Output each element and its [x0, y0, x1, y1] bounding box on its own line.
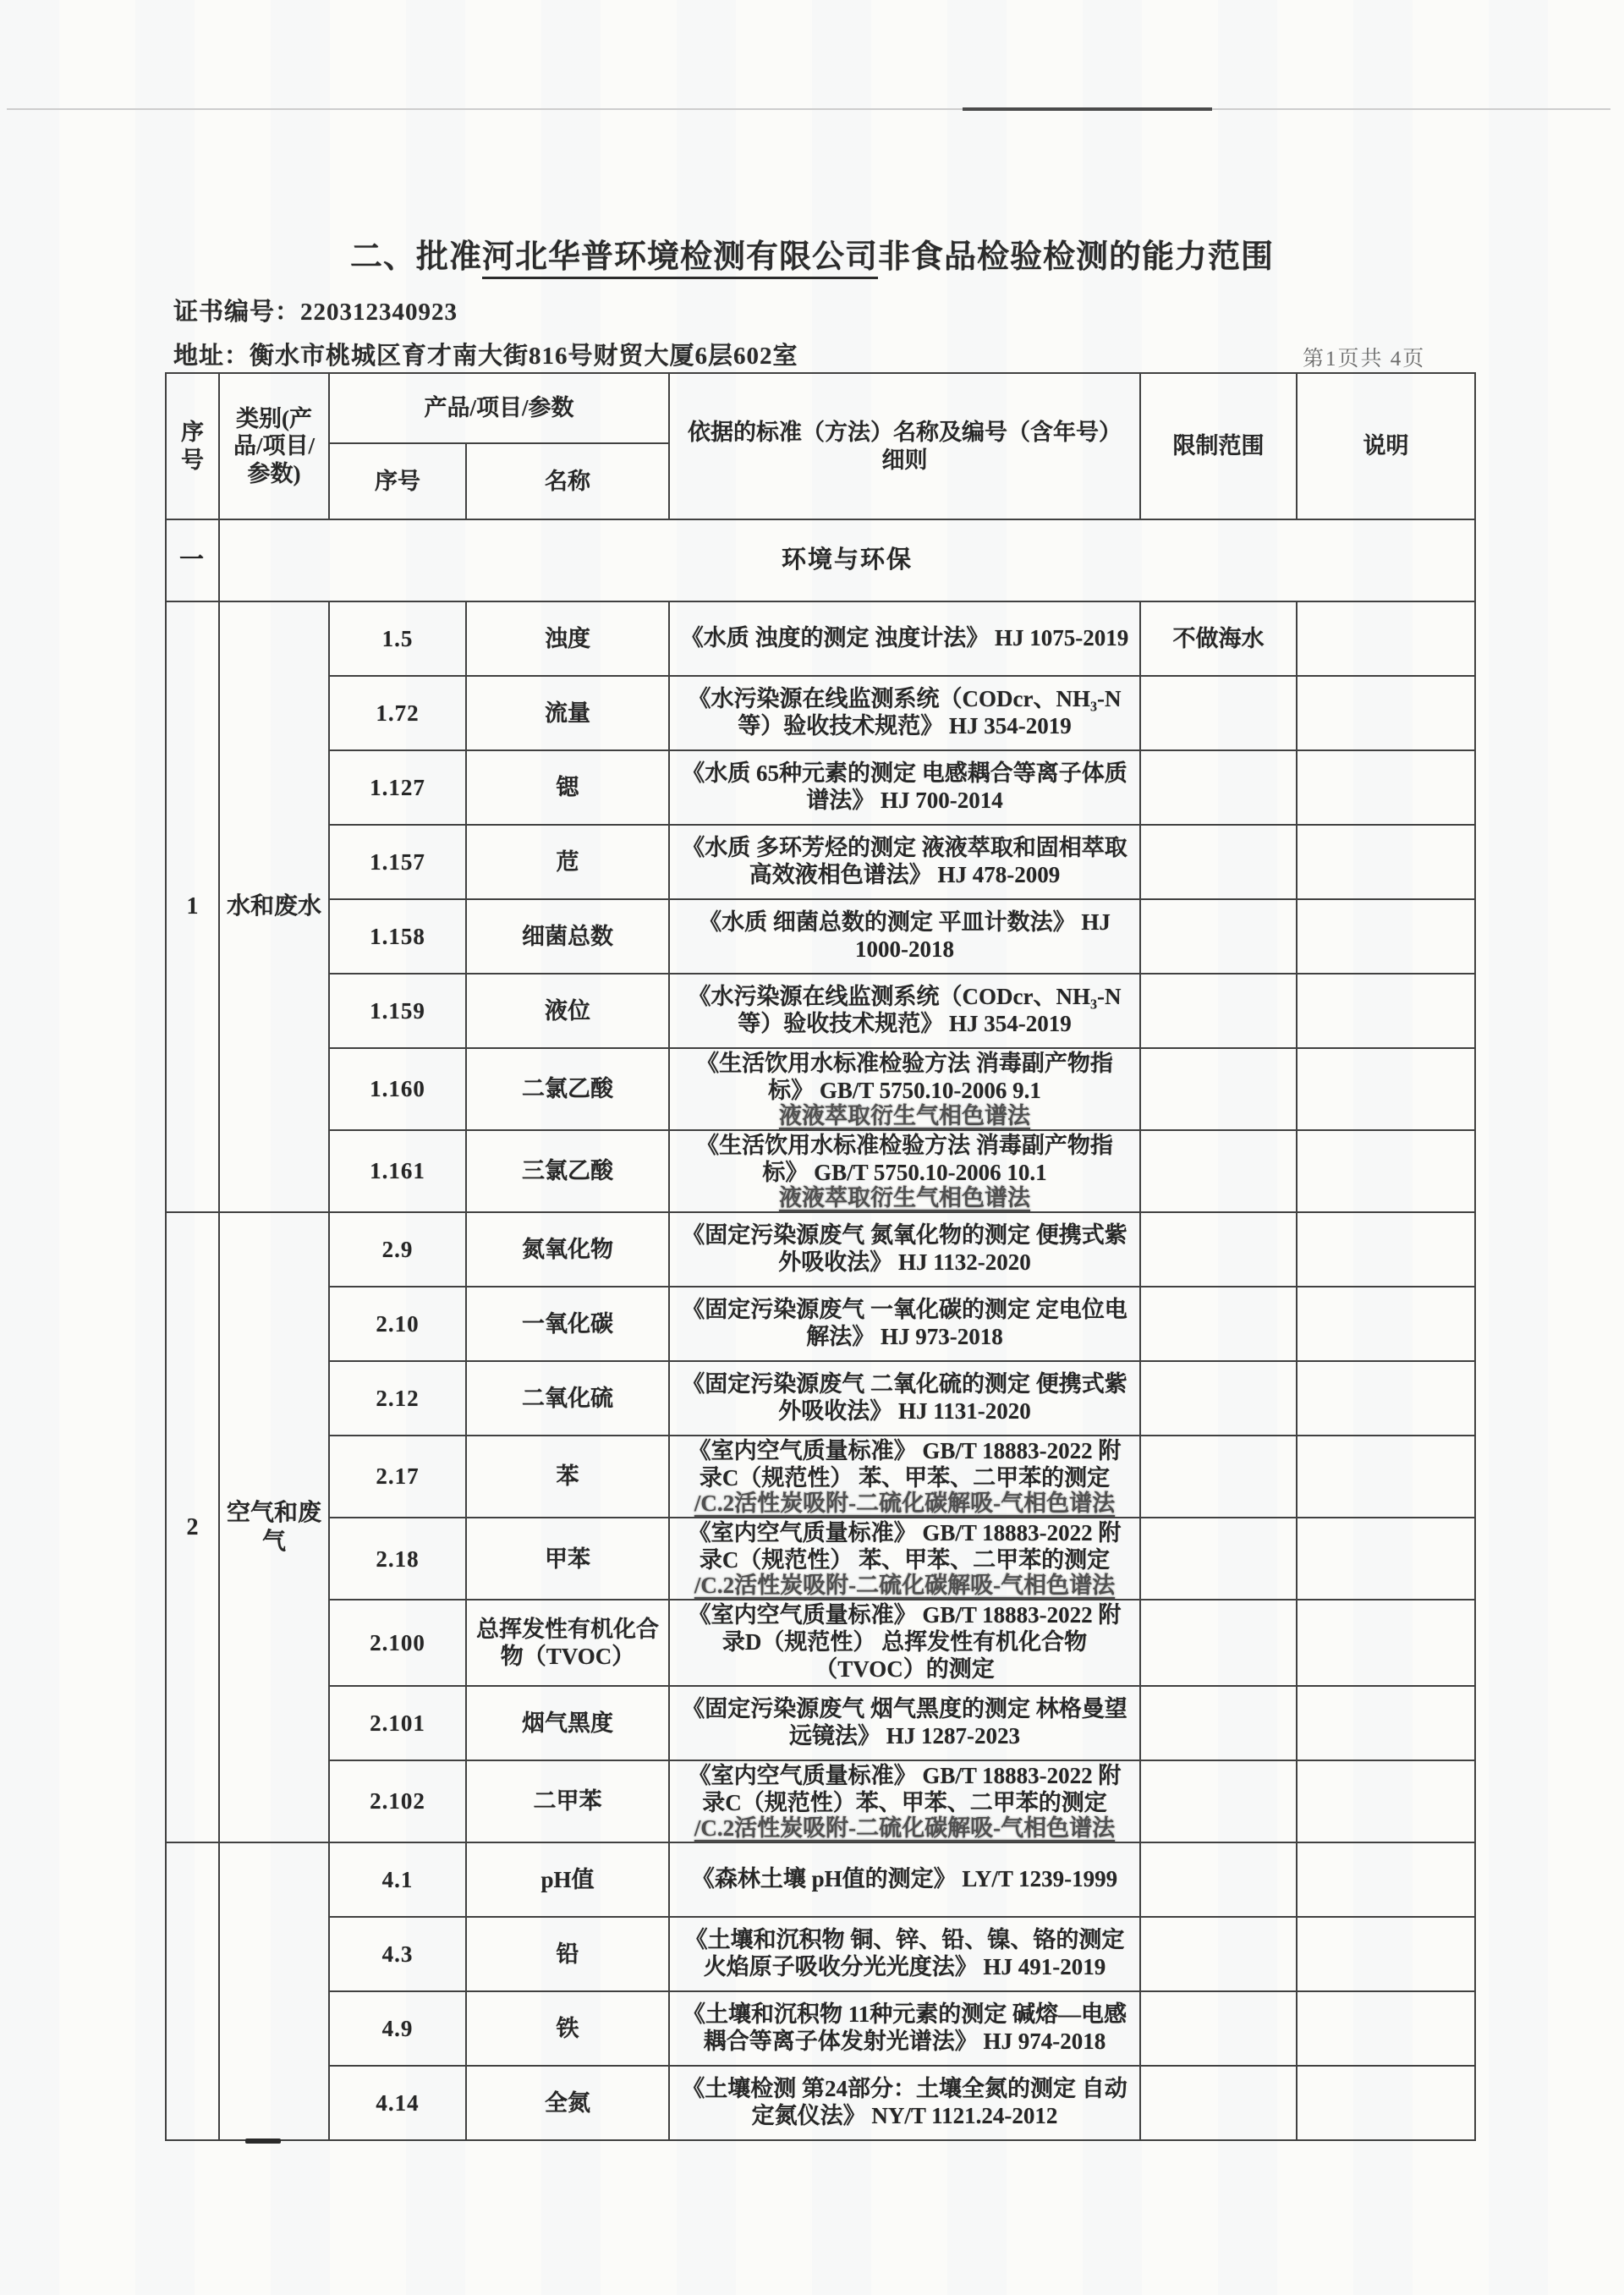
row-limit-cell	[1140, 676, 1297, 750]
title-prefix: 二、批准	[349, 239, 482, 275]
title-suffix: 非食品检验检测的能力范围	[878, 239, 1275, 275]
row-no-cell: 2.12	[329, 1361, 466, 1436]
row-limit-cell	[1140, 1917, 1297, 1991]
table-row	[166, 1518, 1475, 1600]
row-standard-cell	[669, 1600, 1140, 1686]
header-note: 说明	[1297, 373, 1475, 519]
scan-smudge	[245, 2139, 281, 2144]
certificate-number-value: 220312340923	[300, 299, 458, 326]
row-name-cell: 液位	[466, 974, 669, 1048]
group-seq-cell	[166, 1842, 219, 2140]
standard-text: 《生活饮用水标准检验方法 消毒副产物指标》 GB/T 5750.10-2006 9.1	[696, 1051, 1113, 1103]
header-standard: 依据的标准（方法）名称及编号（含年号）细则	[669, 373, 1140, 519]
table-row	[166, 1361, 1475, 1436]
header-seq: 序号	[166, 373, 219, 519]
table-row	[166, 1600, 1475, 1686]
header-product-name: 名称	[466, 443, 669, 519]
row-standard-cell	[669, 1361, 1140, 1436]
row-no-cell: 1.72	[329, 676, 466, 750]
row-no-cell: 1.158	[329, 899, 466, 974]
row-note-cell	[1297, 1600, 1475, 1686]
group-category-cell: 空气和废气	[219, 1212, 329, 1842]
certificate-number-line	[173, 293, 458, 327]
row-name-cell: 烟气黑度	[466, 1686, 669, 1760]
row-name-cell: 二氯乙酸	[466, 1048, 669, 1130]
row-name-cell: 三氯乙酸	[466, 1130, 669, 1212]
standard-text: 《水质 多环芳烃的测定 液液萃取和固相萃取高效液相色谱法》 HJ 478-2009	[682, 835, 1127, 887]
row-name-cell: 流量	[466, 676, 669, 750]
row-note-cell	[1297, 676, 1475, 750]
row-limit-cell	[1140, 1600, 1297, 1686]
row-limit-cell	[1140, 1287, 1297, 1361]
table-row	[166, 899, 1475, 974]
row-limit-cell	[1140, 1518, 1297, 1600]
row-note-cell	[1297, 1361, 1475, 1436]
row-name-cell: 苊	[466, 825, 669, 899]
row-note-cell	[1297, 825, 1475, 899]
row-standard-cell	[669, 1287, 1140, 1361]
row-note-cell	[1297, 750, 1475, 825]
capability-table-wrap	[165, 372, 1476, 2141]
table-row	[166, 1842, 1475, 1917]
page-indicator: 第1页共 4页	[1303, 348, 1426, 371]
top-horizontal-rule	[7, 108, 1610, 110]
row-standard-cell	[669, 1917, 1140, 1991]
table-row	[166, 974, 1475, 1048]
row-no-cell: 1.157	[329, 825, 466, 899]
row-name-cell: 锶	[466, 750, 669, 825]
standard-text: 《固定污染源废气 二氧化硫的测定 便携式紫外吸收法》 HJ 1131-2020	[682, 1371, 1127, 1425]
standard-text: 《室内空气质量标准》 GB/T 18883-2022 附录C（规范性） 苯、甲苯、二甲苯的测定	[688, 1438, 1122, 1491]
row-standard-cell	[669, 750, 1140, 825]
row-limit-cell	[1140, 1686, 1297, 1760]
standard-text: 《室内空气质量标准》 GB/T 18883-2022 附录D（规范性） 总挥发性有机化合物（TVOC）的测定	[688, 1602, 1122, 1682]
row-standard-cell	[669, 1518, 1140, 1600]
table-row	[166, 750, 1475, 825]
group-category-cell: 水和废水	[219, 601, 329, 1212]
top-rule-dark-segment	[963, 107, 1212, 111]
row-no-cell: 2.10	[329, 1287, 466, 1361]
row-name-cell: 铅	[466, 1917, 669, 1991]
row-no-cell: 4.1	[329, 1842, 466, 1917]
address-line	[173, 337, 798, 371]
row-note-cell	[1297, 1842, 1475, 1917]
row-limit-cell	[1140, 1760, 1297, 1842]
row-name-cell: 一氧化碳	[466, 1287, 669, 1361]
section-title-cell: 环境与环保	[219, 519, 1475, 601]
row-limit-cell	[1140, 825, 1297, 899]
row-no-cell: 2.9	[329, 1212, 466, 1287]
standard-method-text: 液液萃取衍生气相色谱法	[779, 1184, 1031, 1211]
table-row	[166, 676, 1475, 750]
row-note-cell	[1297, 1436, 1475, 1518]
standard-method-text: 液液萃取衍生气相色谱法	[779, 1102, 1031, 1128]
row-name-cell: 浊度	[466, 601, 669, 676]
row-name-cell: 全氮	[466, 2066, 669, 2140]
standard-method-text: /C.2活性炭吸附-二硫化碳解吸-气相色谱法	[694, 1490, 1116, 1516]
table-header	[166, 373, 1475, 519]
header-product: 产品/项目/参数	[329, 373, 669, 443]
table-row	[166, 1686, 1475, 1760]
group-seq-cell: 1	[166, 601, 219, 1212]
row-name-cell: 铁	[466, 1991, 669, 2066]
capability-table	[165, 372, 1476, 2141]
row-no-cell: 1.161	[329, 1130, 466, 1212]
row-name-cell: 细菌总数	[466, 899, 669, 974]
row-no-cell: 4.14	[329, 2066, 466, 2140]
row-no-cell: 1.159	[329, 974, 466, 1048]
table-row	[166, 1917, 1475, 1991]
table-row	[166, 1436, 1475, 1518]
row-no-cell: 2.101	[329, 1686, 466, 1760]
row-limit-cell	[1140, 750, 1297, 825]
row-no-cell: 2.17	[329, 1436, 466, 1518]
standard-text: 《土壤和沉积物 铜、锌、铅、镍、铬的测定 火焰原子吸收分光光度法》 HJ 491-2019	[684, 1927, 1125, 1979]
row-limit-cell	[1140, 1048, 1297, 1130]
standard-text: 《水质 细菌总数的测定 平皿计数法》 HJ 1000-2018	[699, 909, 1111, 962]
row-note-cell	[1297, 1518, 1475, 1600]
row-standard-cell	[669, 1760, 1140, 1842]
standard-text: 《森林土壤 pH值的测定》 LY/T 1239-1999	[691, 1865, 1118, 1891]
row-no-cell: 2.18	[329, 1518, 466, 1600]
row-limit-cell	[1140, 1361, 1297, 1436]
row-limit-cell	[1140, 1991, 1297, 2066]
table-row	[166, 1048, 1475, 1130]
standard-text: 《固定污染源废气 氮氧化物的测定 便携式紫外吸收法》 HJ 1132-2020	[682, 1222, 1127, 1276]
standard-text: 《水污染源在线监测系统（CODcr、NH₃-N等）验收技术规范》 HJ 354-2019	[688, 686, 1122, 738]
row-no-cell: 1.160	[329, 1048, 466, 1130]
standard-text: 《土壤检测 第24部分：土壤全氮的测定 自动定氮仪法》 NY/T 1121.24-2012	[682, 2076, 1127, 2128]
standard-text: 《水质 65种元素的测定 电感耦合等离子体质谱法》 HJ 700-2014	[682, 760, 1127, 813]
standard-text: 《生活饮用水标准检验方法 消毒副产物指标》 GB/T 5750.10-2006 10.1	[696, 1133, 1113, 1185]
row-note-cell	[1297, 2066, 1475, 2140]
standard-text: 《固定污染源废气 烟气黑度的测定 林格曼望远镜法》 HJ 1287-2023	[682, 1695, 1127, 1749]
table-row	[166, 601, 1475, 676]
row-name-cell: 苯	[466, 1436, 669, 1518]
header-limit: 限制范围	[1140, 373, 1297, 519]
row-limit-cell	[1140, 974, 1297, 1048]
standard-text: 《室内空气质量标准》 GB/T 18883-2022 附录C（规范性）苯、甲苯、二甲苯的测定	[688, 1762, 1122, 1815]
standard-text: 《固定污染源废气 一氧化碳的测定 定电位电解法》 HJ 973-2018	[682, 1297, 1127, 1350]
row-standard-cell	[669, 2066, 1140, 2140]
standard-method-text: /C.2活性炭吸附-二硫化碳解吸-气相色谱法	[694, 1572, 1116, 1598]
row-name-cell: 氮氧化物	[466, 1212, 669, 1287]
row-note-cell	[1297, 601, 1475, 676]
table-row	[166, 825, 1475, 899]
row-name-cell: 二氧化硫	[466, 1361, 669, 1436]
row-limit-cell	[1140, 1436, 1297, 1518]
row-standard-cell	[669, 1842, 1140, 1917]
row-standard-cell	[669, 899, 1140, 974]
row-limit-cell	[1140, 2066, 1297, 2140]
row-standard-cell	[669, 825, 1140, 899]
row-no-cell: 2.100	[329, 1600, 466, 1686]
certificate-number-label: 证书编号：	[173, 299, 301, 326]
row-standard-cell	[669, 974, 1140, 1048]
table-row	[166, 1287, 1475, 1361]
row-note-cell	[1297, 1130, 1475, 1212]
row-limit-cell	[1140, 1842, 1297, 1917]
row-no-cell: 1.127	[329, 750, 466, 825]
header-product-seq: 序号	[329, 443, 466, 519]
row-standard-cell	[669, 1436, 1140, 1518]
row-no-cell: 1.5	[329, 601, 466, 676]
row-standard-cell	[669, 1686, 1140, 1760]
table-row	[166, 1991, 1475, 2066]
row-limit-cell	[1140, 899, 1297, 974]
row-note-cell	[1297, 1048, 1475, 1130]
row-name-cell: pH值	[466, 1842, 669, 1917]
standard-text: 《室内空气质量标准》 GB/T 18883-2022 附录C（规范性） 苯、甲苯、二甲苯的测定	[688, 1520, 1122, 1573]
row-no-cell: 2.102	[329, 1760, 466, 1842]
row-note-cell	[1297, 1287, 1475, 1361]
address-label: 地址：	[173, 343, 250, 370]
table-body	[166, 519, 1475, 2140]
header-row-1	[166, 373, 1475, 443]
row-note-cell	[1297, 1991, 1475, 2066]
row-note-cell	[1297, 1917, 1475, 1991]
table-row	[166, 1212, 1475, 1287]
row-limit-cell: 不做海水	[1140, 601, 1297, 676]
company-name: 河北华普环境检测有限公司	[482, 239, 878, 279]
row-standard-cell	[669, 1212, 1140, 1287]
row-no-cell: 4.3	[329, 1917, 466, 1991]
row-limit-cell	[1140, 1212, 1297, 1287]
row-limit-cell	[1140, 1130, 1297, 1212]
group-seq-cell: 2	[166, 1212, 219, 1842]
table-row	[166, 2066, 1475, 2140]
page-title	[0, 230, 1624, 277]
table-row	[166, 1130, 1475, 1212]
header-category: 类别(产品/项目/参数)	[219, 373, 329, 519]
section-row	[166, 519, 1475, 601]
row-note-cell	[1297, 974, 1475, 1048]
standard-text: 《土壤和沉积物 11种元素的测定 碱熔—电感耦合等离子体发射光谱法》 HJ 974-2018	[683, 2001, 1127, 2054]
row-standard-cell	[669, 676, 1140, 750]
group-category-cell	[219, 1842, 329, 2140]
row-standard-cell	[669, 1991, 1140, 2066]
row-note-cell	[1297, 1760, 1475, 1842]
standard-method-text: /C.2活性炭吸附-二硫化碳解吸-气相色谱法	[694, 1815, 1116, 1841]
row-note-cell	[1297, 1686, 1475, 1760]
row-standard-cell	[669, 1048, 1140, 1130]
standard-text: 《水污染源在线监测系统（CODcr、NH₃-N等）验收技术规范》 HJ 354-2019	[688, 984, 1122, 1036]
row-standard-cell	[669, 1130, 1140, 1212]
row-name-cell: 二甲苯	[466, 1760, 669, 1842]
row-name-cell: 总挥发性有机化合物（TVOC）	[466, 1600, 669, 1686]
row-no-cell: 4.9	[329, 1991, 466, 2066]
row-name-cell: 甲苯	[466, 1518, 669, 1600]
standard-text: 《水质 浊度的测定 浊度计法》 HJ 1075-2019	[680, 625, 1129, 651]
section-seq-cell: 一	[166, 519, 219, 601]
table-row	[166, 1760, 1475, 1842]
row-note-cell	[1297, 899, 1475, 974]
address-value: 衡水市桃城区育才南大街816号财贸大厦6层602室	[250, 343, 798, 370]
row-note-cell	[1297, 1212, 1475, 1287]
row-standard-cell	[669, 601, 1140, 676]
